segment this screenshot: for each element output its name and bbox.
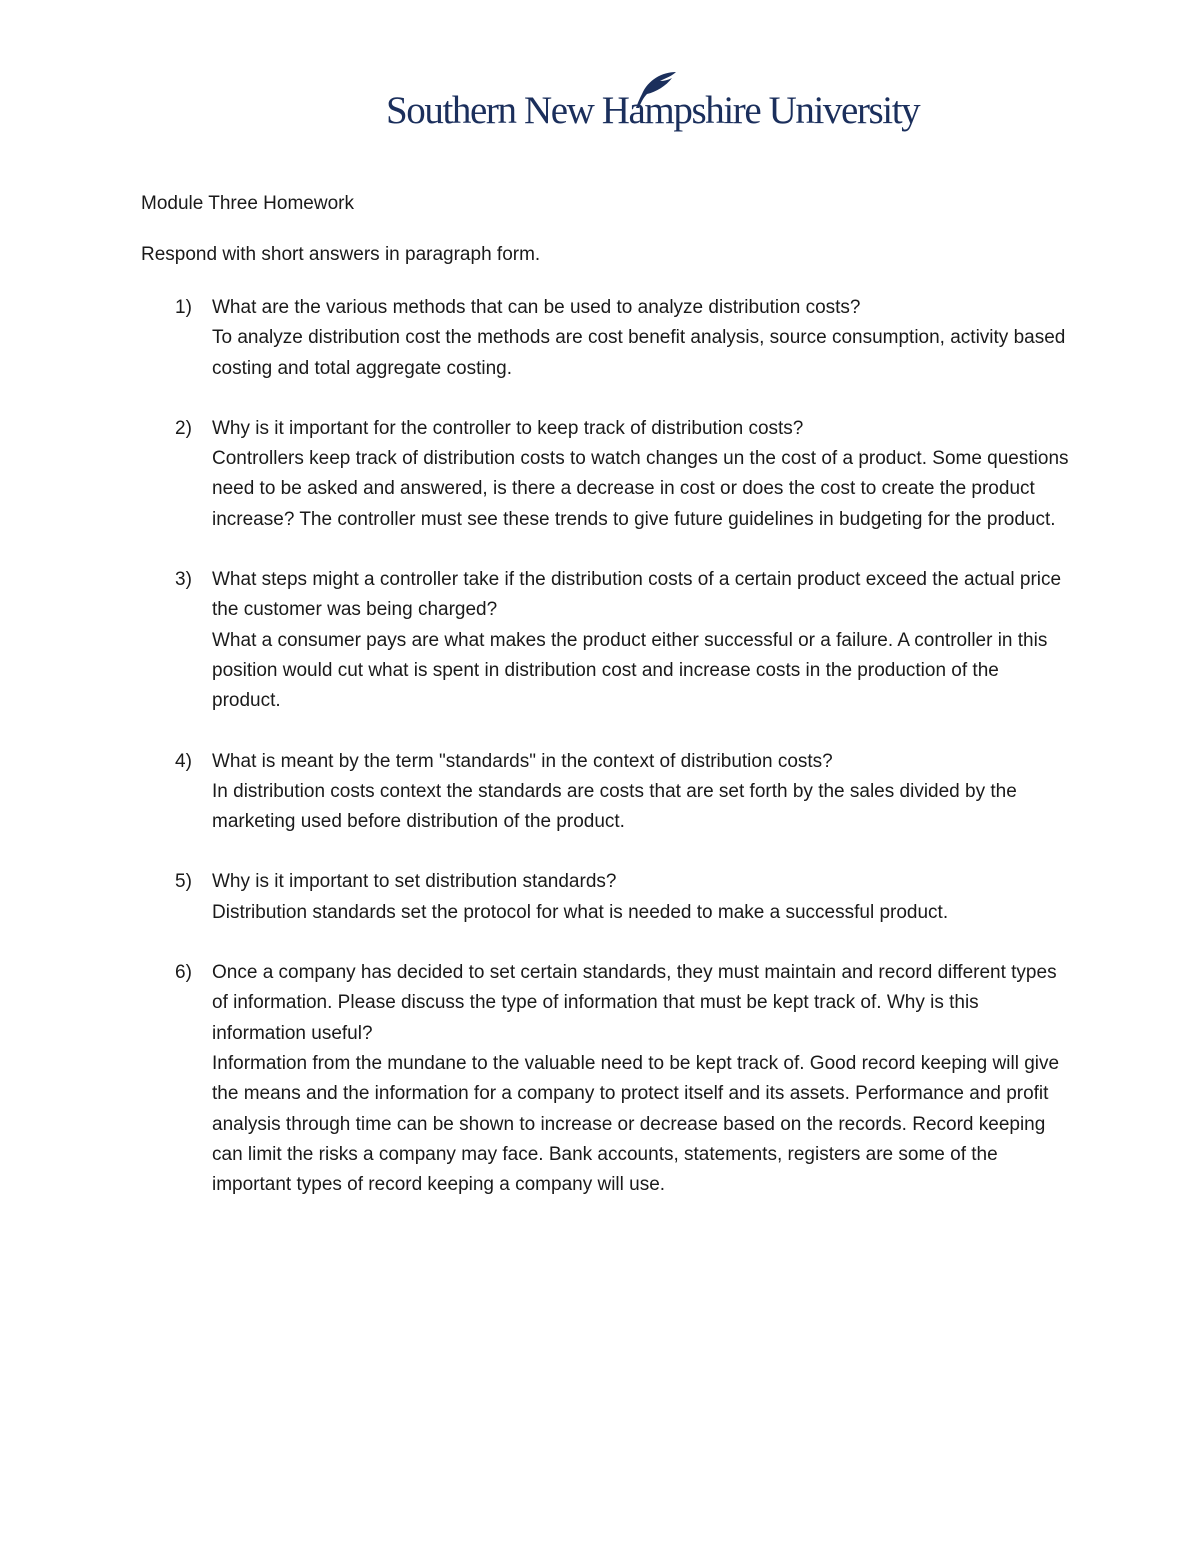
answer-text: In distribution costs context the standards are costs that are set forth by the sales divided by the marketing used before distribution of the product.: [212, 780, 1017, 833]
question-item: [141, 293, 1071, 384]
document-title: Module Three Homework: [141, 193, 354, 214]
question-item: [141, 958, 1071, 1200]
question-item: [141, 414, 1071, 535]
question-item: [141, 565, 1071, 716]
question-item: [141, 747, 1071, 838]
logo-wordmark: Southern New Hampshire University: [386, 89, 920, 132]
question-number: 1): [175, 297, 192, 318]
question-number: 2): [175, 417, 192, 439]
question-text: What is meant by the term "standards" in the context of distribution costs?: [212, 750, 833, 772]
answer-text: To analyze distribution cost the methods are cost benefit analysis, source consumption, activity based costing and total aggregate costing.: [212, 327, 1066, 379]
question-number: 5): [175, 871, 192, 893]
question-text: Once a company has decided to set certain standards, they must maintain and record different types of information. Please discuss the type of information that must be kept track of. Why is this information useful?: [212, 962, 1057, 1044]
university-logo: [386, 70, 920, 140]
question-number: 6): [175, 962, 192, 984]
answer-text: Distribution standards set the protocol for what is needed to make a successful product.: [212, 901, 949, 923]
question-item: [141, 867, 1071, 928]
question-text: Why is it important to set distribution standards?: [212, 871, 617, 893]
question-list: [141, 293, 1071, 1230]
answer-text: Controllers keep track of distribution costs to watch changes un the cost of a product. Some questions need to be asked and answered, is there a decrease in cost or does the cost to create the product increase? The controller must see these trends to give future guidelines in budgeting for the product.: [212, 448, 1069, 530]
question-text: What steps might a controller take if the distribution costs of a certain product exceed the actual price the customer was being charged?: [212, 569, 1062, 621]
question-number: 4): [175, 750, 192, 772]
question-text: What are the various methods that can be used to analyze distribution costs?: [212, 297, 861, 318]
answer-text: Information from the mundane to the valuable need to be kept track of. Good record keeping will give the means and the information for a company to protect itself and its assets. Performance and profit analysis through time can be shown to increase or decrease based on the records. Record keeping can limit the risks a company may face. Bank accounts, statements, registers are some of the important types of record keeping a company will use.: [212, 1052, 1060, 1196]
answer-text: What a consumer pays are what makes the product either successful or a failure. A controller in this position would cut what is spent in distribution cost and increase costs in the production of the product.: [212, 629, 1048, 712]
question-text: Why is it important for the controller to keep track of distribution costs?: [212, 417, 804, 439]
question-number: 3): [175, 569, 192, 591]
instructions-text: Respond with short answers in paragraph form.: [141, 244, 541, 265]
